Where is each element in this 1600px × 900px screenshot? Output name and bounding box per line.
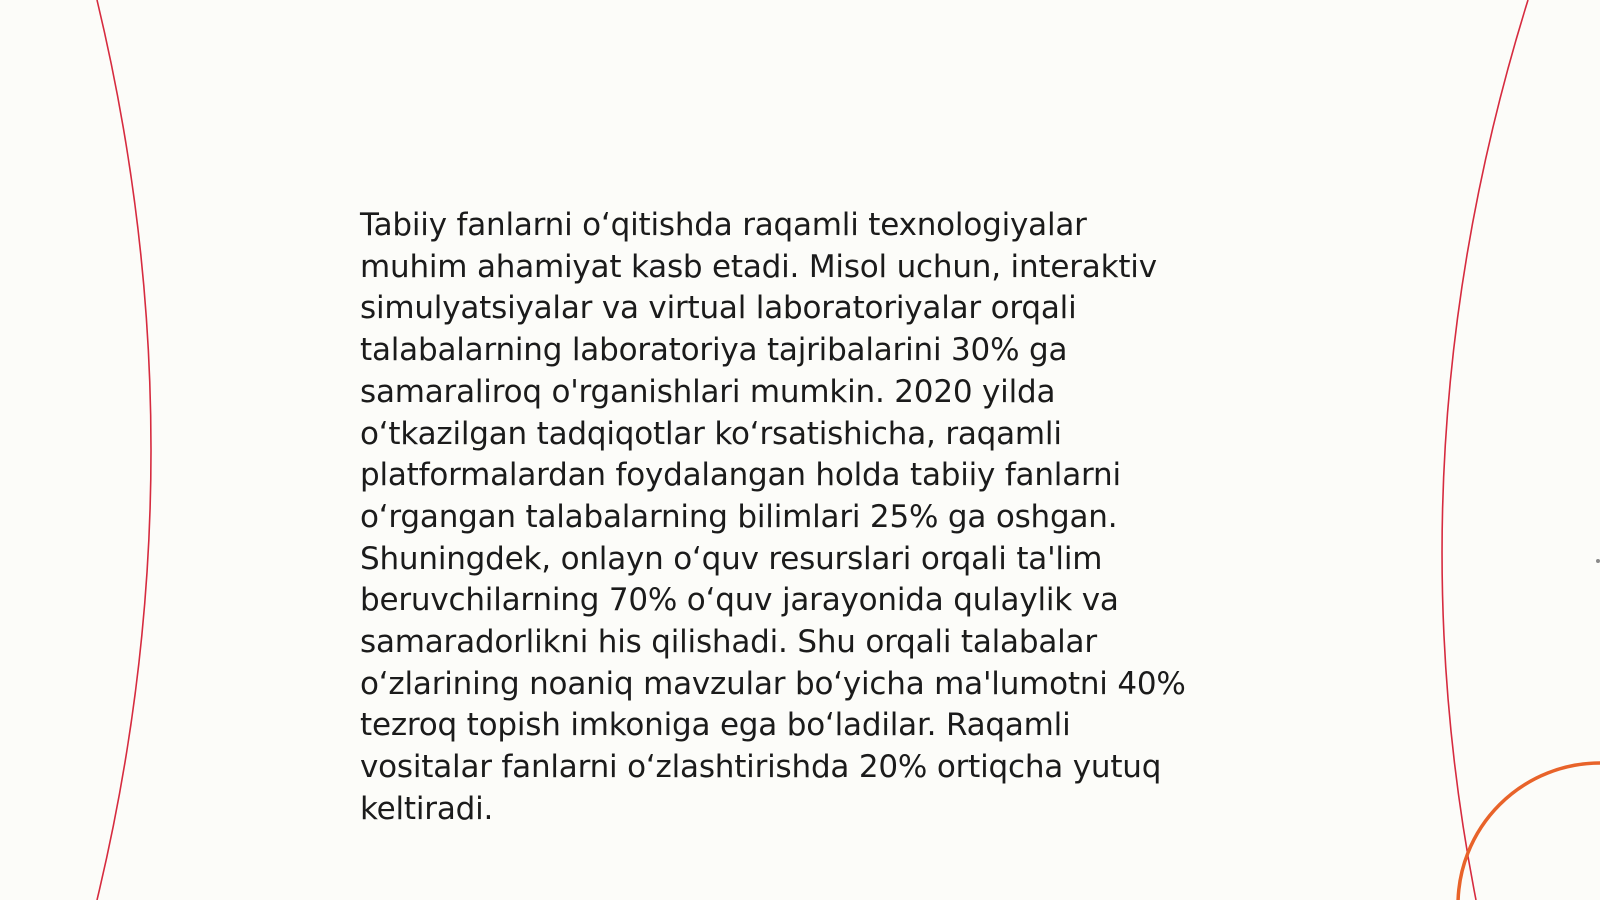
right-arc-line bbox=[1442, 0, 1528, 900]
body-text-line: o‘tkazilgan tadqiqotlar ko‘rsatishicha, raqamli bbox=[360, 415, 1062, 452]
body-text-line: o‘zlarining noaniq mavzular bo‘yicha ma'lumotni 40% bbox=[360, 665, 1186, 702]
body-text-line: samaradorlikni his qilishadi. Shu orqali talabalar bbox=[360, 624, 1097, 661]
body-text-line: muhim ahamiyat kasb etadi. Misol uchun, interaktiv bbox=[360, 248, 1157, 285]
body-text-line: simulyatsiyalar va virtual laboratoriyalar orqali bbox=[360, 290, 1077, 327]
body-text-line: talabalarning laboratoriya tajribalarini 30% ga bbox=[360, 332, 1068, 369]
body-text-line: platformalardan foydalangan holda tabiiy fanlarni bbox=[360, 457, 1121, 494]
body-text-line: vositalar fanlarni o‘zlashtirishda 20% ortiqcha yutuq bbox=[360, 749, 1162, 786]
slide-body-text bbox=[360, 205, 1240, 831]
body-text-line: keltiradi. bbox=[360, 790, 494, 827]
edge-mark bbox=[1596, 559, 1600, 563]
body-text-line: beruvchilarning 70% o‘quv jarayonida qulaylik va bbox=[360, 582, 1119, 619]
left-arc-line bbox=[97, 0, 151, 900]
body-text-line: o‘rgangan talabalarning bilimlari 25% ga oshgan. bbox=[360, 498, 1118, 535]
body-text-line: Shuningdek, onlayn o‘quv resurslari orqali ta'lim bbox=[360, 540, 1103, 577]
body-text-line: Tabiiy fanlarni o‘qitishda raqamli texnologiyalar bbox=[360, 207, 1087, 243]
orange-accent-circle bbox=[1458, 763, 1600, 900]
body-text-line: samaraliroq o'rganishlari mumkin. 2020 yilda bbox=[360, 373, 1056, 410]
body-text-line: tezroq topish imkoniga ega bo‘ladilar. Raqamli bbox=[360, 707, 1071, 744]
